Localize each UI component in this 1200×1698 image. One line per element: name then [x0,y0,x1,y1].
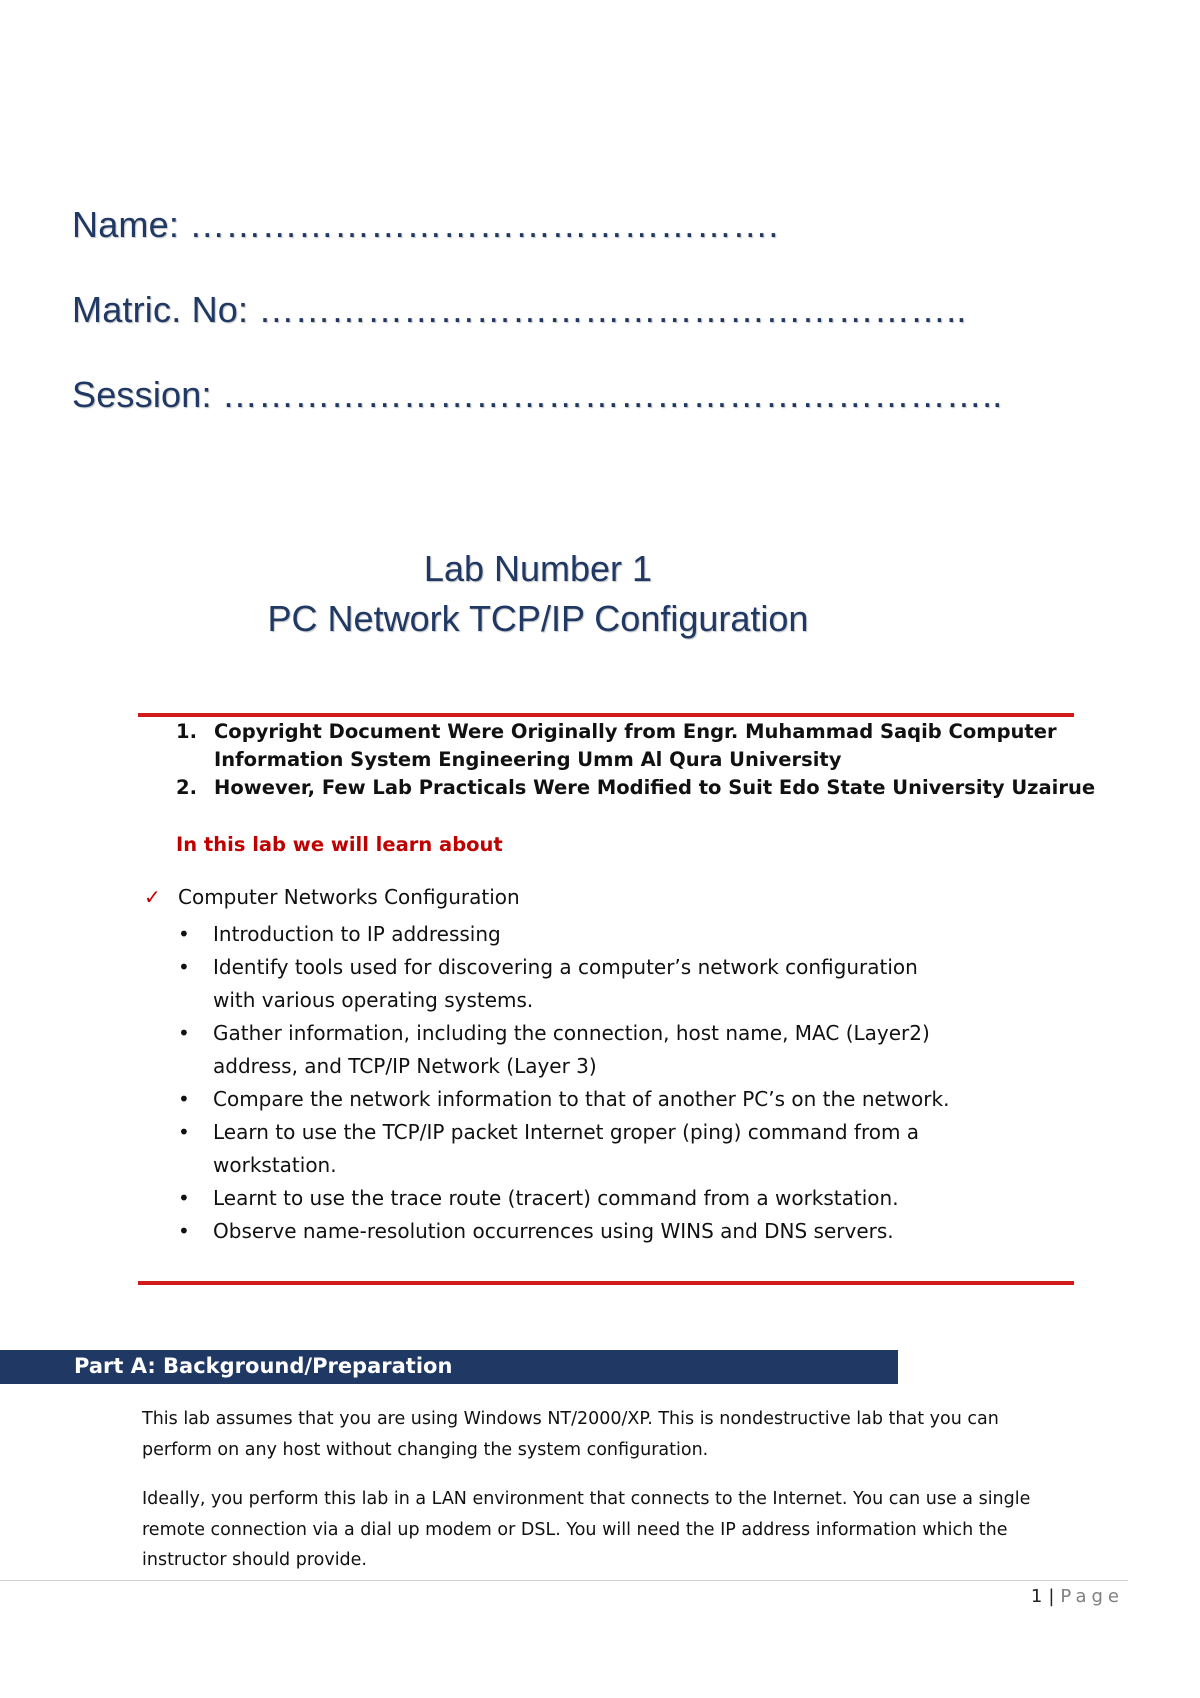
list-item [178,951,958,1017]
background-paragraph-2: Ideally, you perform this lab in a LAN environment that connects to the Internet. You can use a single remote connection via a dial up modem or DSL. You will need the IP address information which the instructor should provide. [142,1489,1031,1570]
section-heading: Part A: Background/Preparation [74,1354,453,1378]
list-item-text: Identify tools used for discovering a computer’s network configuration with various operating systems. [213,955,918,1012]
lab-subject-title: PC Network TCP/IP Configuration [267,598,809,639]
note-text: However, Few Lab Practicals Were Modified to Suit Edo State University Uzairue [214,776,1096,799]
note-number: 2. [176,776,197,799]
list-item-text: Observe name-resolution occurrences using WINS and DNS servers. [213,1219,894,1243]
footer-divider [0,1580,1128,1581]
top-red-divider [138,713,1074,717]
list-item [178,1116,958,1182]
list-item-text: Gather information, including the connection, host name, MAC (Layer2) address, and TCP/IP Network (Layer 3) [213,1021,930,1078]
list-item [178,1182,958,1215]
note-item [176,774,1136,802]
lab-number-title: Lab Number 1 [423,548,653,589]
bullet-icon: • [178,1219,190,1243]
page-footer [1031,1586,1124,1607]
section-heading-bar [0,1350,898,1384]
matric-no-field: Matric. No: ………………………………………………….. [72,289,967,330]
list-item-text: Learn to use the TCP/IP packet Internet groper (ping) command from a workstation. [213,1120,920,1177]
name-field: Name: …………………………………………. [72,204,779,245]
notes-list [176,718,1136,802]
checklist-item [144,885,520,909]
note-item [176,718,1136,774]
checklist-text: Computer Networks Configuration [178,885,520,909]
footer-separator: | [1048,1586,1055,1607]
bullet-icon: • [178,1021,190,1045]
list-item [178,918,958,951]
list-item-text: Introduction to IP addressing [213,922,501,946]
bullet-icon: • [178,955,190,979]
note-number: 1. [176,720,197,743]
bullet-icon: • [178,1186,190,1210]
bottom-red-divider [138,1281,1074,1285]
bullet-icon: • [178,1120,190,1144]
session-field: Session: ……………………………………………………….. [72,374,1003,415]
list-item [178,1017,958,1083]
page-number: 1 [1030,1586,1043,1607]
objectives-list [178,918,958,1248]
bullet-icon: • [178,1087,190,1111]
list-item-text: Compare the network information to that of another PC’s on the network. [213,1087,950,1111]
checkmark-icon: ✓ [144,885,161,909]
learn-heading: In this lab we will learn about [176,833,503,856]
list-item [178,1083,958,1116]
background-paragraph-1: This lab assumes that you are using Windows NT/2000/XP. This is nondestructive lab that you can perform on any host without changing the system configuration. [142,1409,999,1460]
note-text: Copyright Document Were Originally from Engr. Muhammad Saqib Computer Information System Engineering Umm Al Qura University [214,720,1057,771]
list-item-text: Learnt to use the trace route (tracert) command from a workstation. [213,1186,899,1210]
bullet-icon: • [178,922,190,946]
list-item [178,1215,958,1248]
page-label: Page [1060,1586,1124,1607]
